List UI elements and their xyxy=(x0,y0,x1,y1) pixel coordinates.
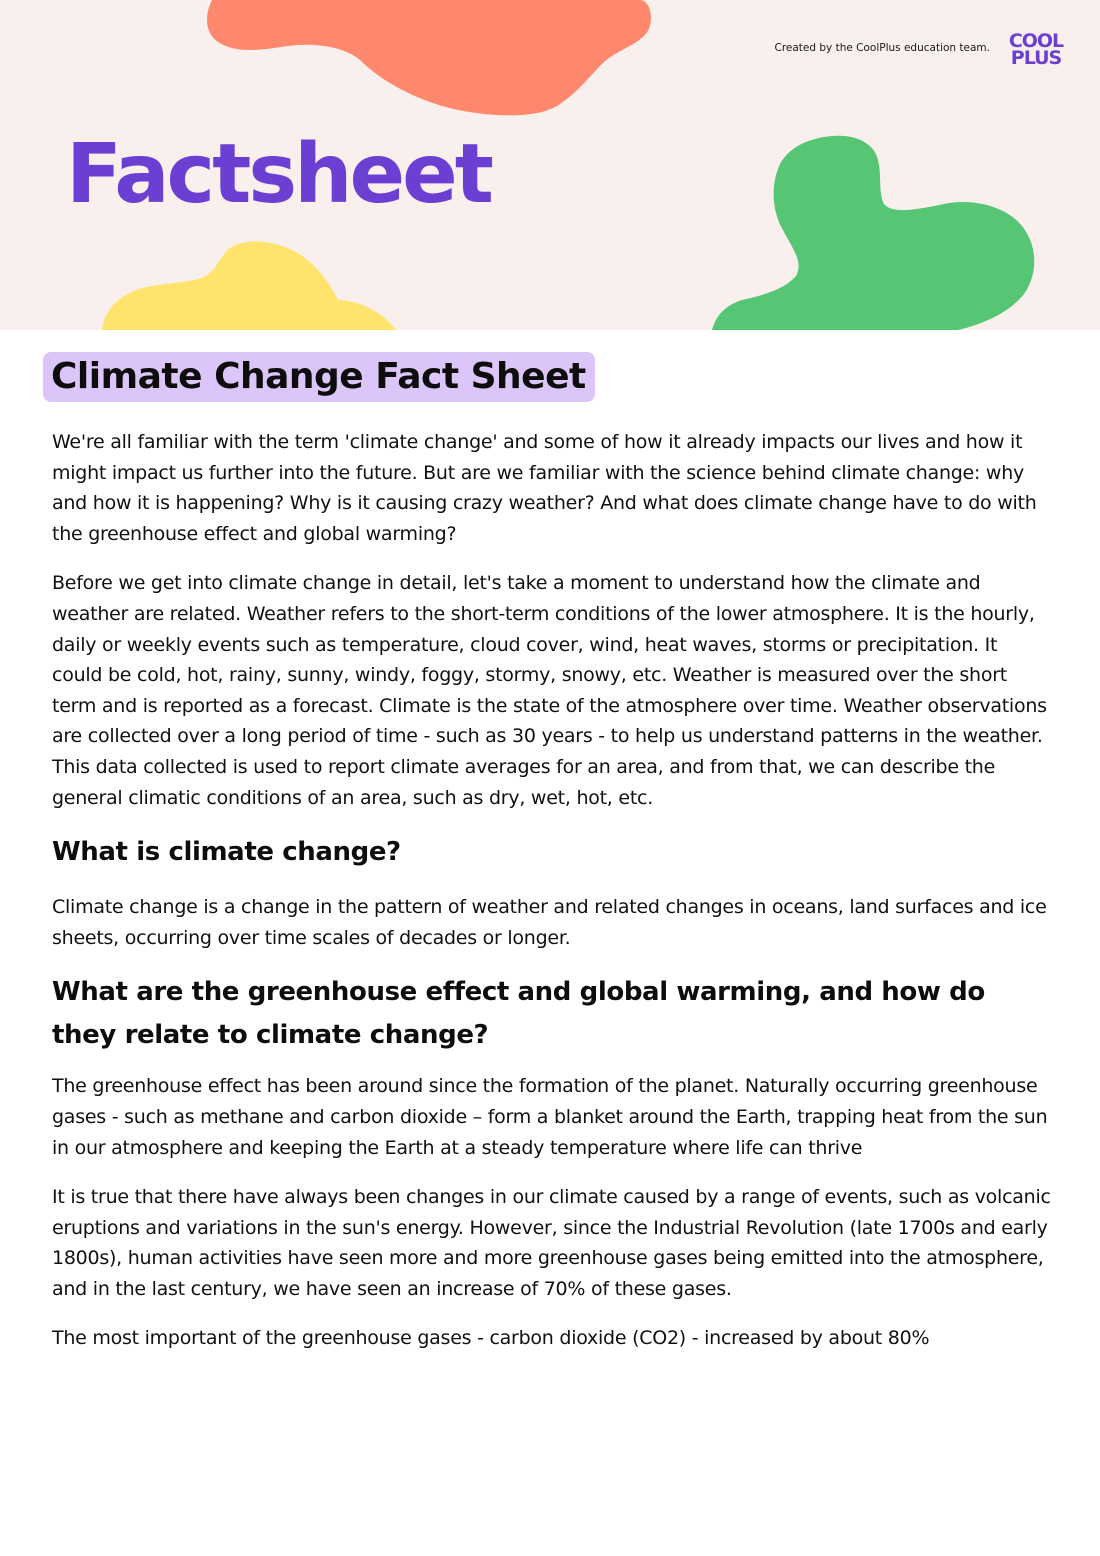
green-blob-shape xyxy=(712,136,1034,330)
document-title: Climate Change Fact Sheet xyxy=(43,352,595,402)
climate-change-definition: Climate change is a change in the pattern of weather and related changes in oceans, land surfaces and ice sheets, occurring over time scales of decades or longer. xyxy=(52,896,1047,949)
document-body xyxy=(52,352,1052,1354)
section-heading-greenhouse-effect: What are the greenhouse effect and global warming, and how do they relate to climate change? xyxy=(52,977,985,1051)
greenhouse-paragraph: The greenhouse effect has been around since the formation of the planet. Naturally occurring greenhouse gases - such as methane and carbon dioxide – form a blanket around the Earth, trapping heat from the sun in our atmosphere and keeping the Earth at a steady temperature where life can thrive xyxy=(52,1075,1048,1159)
intro-paragraph: We're all familiar with the term 'climate change' and some of how it already impacts our lives and how it might impact us further into the future. But are we familiar with the science behind climate change: why and how it is happening? Why is it causing crazy weather? And what does climate change have to do with the greenhouse effect and global warming? xyxy=(52,431,1037,545)
industrial-revolution-paragraph: It is true that there have always been changes in our climate caused by a range of events, such as volcanic eruptions and variations in the sun's energy. However, since the Industrial Revolution (late 1700s and early 1800s), human activities have seen more and more greenhouse gases being emitted into the atmosphere, and in the last century, we have seen an increase of 70% of these gases. xyxy=(52,1186,1051,1300)
header-banner xyxy=(0,0,1100,330)
coral-blob-shape xyxy=(207,0,651,115)
coolplus-logo xyxy=(1004,30,1068,69)
logo-line-plus: PLUS xyxy=(1010,47,1062,69)
weather-paragraph: Before we get into climate change in detail, let's take a moment to understand how the climate and weather are related. Weather refers to the short-term conditions of the lower atmosphere. It is the hourly, daily or weekly events such as temperature, cloud cover, wind, heat waves, storms or precipitation. It could be cold, hot, rainy, sunny, windy, foggy, stormy, snowy, etc. Weather is measured over the short term and is reported as a forecast. Climate is the state of the atmosphere over time. Weather observations are collected over a long period of time - such as 30 years - to help us understand patterns in the weather. This data collected is used to report climate averages for an area, and from that, we can describe the general climatic conditions of an area, such as dry, wet, hot, etc. xyxy=(52,572,1047,809)
yellow-blob-shape xyxy=(102,241,396,330)
factsheet-title: Factsheet xyxy=(66,127,491,222)
credit-text: Created by the CoolPlus education team. xyxy=(774,42,990,54)
logo-line-cool: COOL xyxy=(1008,30,1064,52)
co2-paragraph: The most important of the greenhouse gases - carbon dioxide (CO2) - increased by about 80% xyxy=(52,1327,930,1350)
section-heading-climate-change: What is climate change? xyxy=(52,837,401,868)
